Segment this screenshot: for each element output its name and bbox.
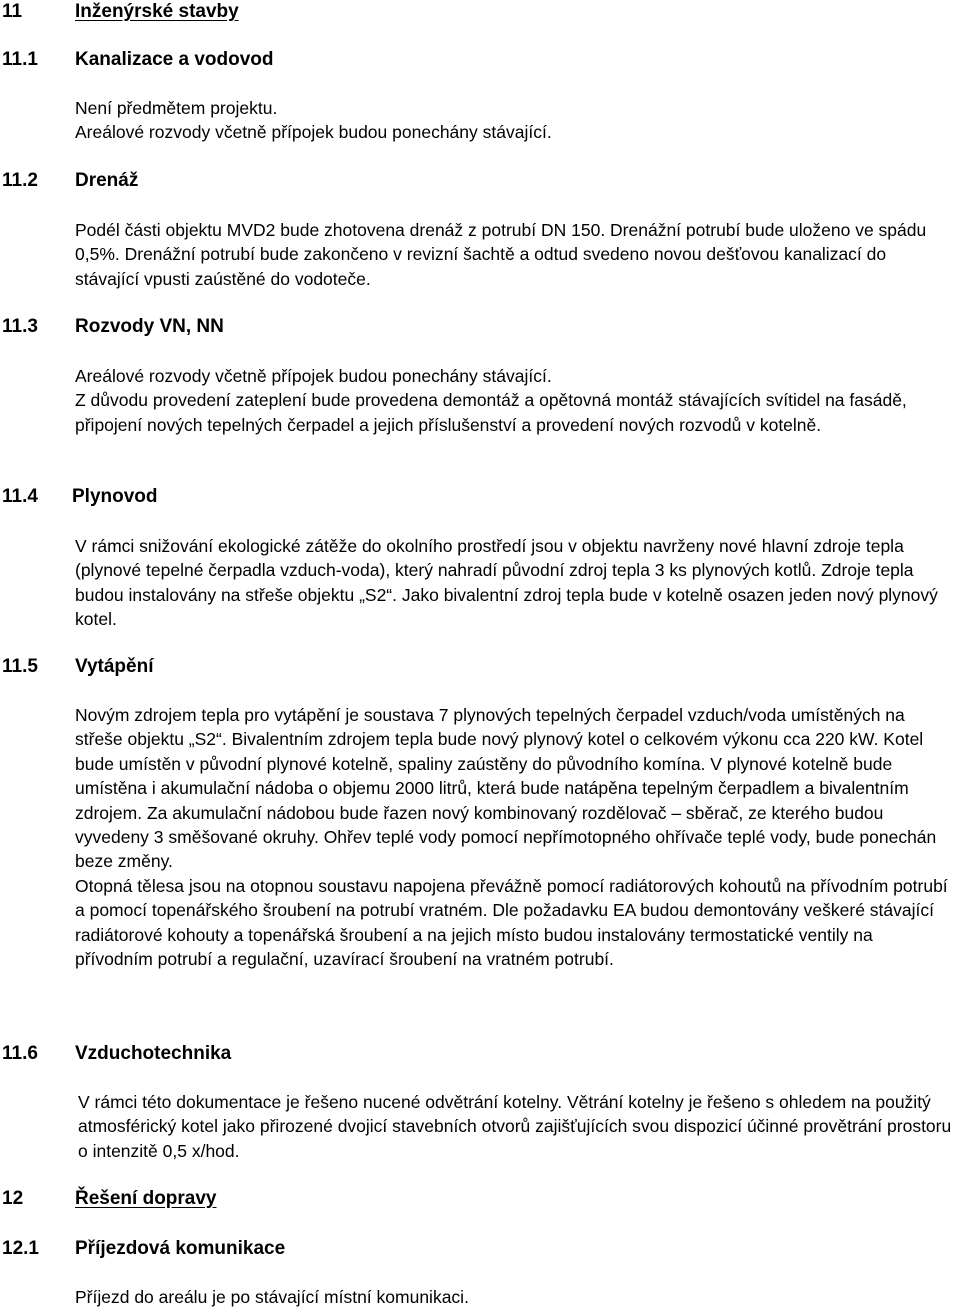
section-title: Příjezdová komunikace <box>75 1238 286 1259</box>
section-number: 11.4 <box>2 486 38 507</box>
section-number: 11 <box>2 1 23 22</box>
section-title: Rozvody VN, NN <box>75 316 224 337</box>
body-paragraph: Novým zdrojem tepla pro vytápění je soustava 7 plynových tepelných čerpadel vzduch/voda umístěných na střeše objektu „S2“. Bivalentním zdrojem tepla bude nový plynový kotel o celkovém výkonu cca 220 kW. Kotel bude umístěn v původní plynové kotelně, spaliny zaústěny do původního komína. V plynové kotelně bude umístěna i akumulační nádoba o objemu 2000 litrů, která bude natápěna tepelným čerpadlem a bivalentním zdrojem. Za akumulační nádobou bude řazen nový kombinovaný rozdělovač – sběrač, ze kterého budou vyvedeny 3 směšované okruhy. Ohřev teplé vody pomocí nepřímotopného ohřívače teplé vody, bude ponechán beze změny. <box>75 705 937 872</box>
body-line: Areálové rozvody včetně přípojek budou ponechány stávající. <box>75 122 552 143</box>
section-title: Vzduchotechnika <box>75 1043 232 1064</box>
body-line: Areálové rozvody včetně přípojek budou ponechány stávající. <box>75 366 552 386</box>
section-body-11-6 <box>78 1090 955 1163</box>
body-paragraph: Podél části objektu MVD2 bude zhotovena drenáž z potrubí DN 150. Drenážní potrubí bude uloženo ve spádu 0,5%. Drenážní potrubí bude zakončeno v revizní šachtě a odtud svedeno novou dešťovou kanalizací do stávající vpusti zaústěné do vodoteče. <box>75 220 927 289</box>
section-number: 11.3 <box>2 316 38 337</box>
section-title: Vytápění <box>75 656 154 677</box>
body-paragraph: V rámci této dokumentace je řešeno nucené odvětrání kotelny. Větrání kotelny je řešeno s ohledem na použitý atmosférický kotel jako přirozené dvojicí stavebních otvorů zajišťujících svou dispozicí účinné provětrání prostoru o intenzitě 0,5 x/hod. <box>78 1092 952 1161</box>
section-body-11-4 <box>75 534 955 632</box>
body-paragraph: Z důvodu provedení zateplení bude provedena demontáž a opětovná montáž stávajících svítidel na fasádě, připojení nových tepelných čerpadel a jejich příslušenství a provedení nových rozvodů v kotelně. <box>75 390 907 435</box>
section-body-11-2 <box>75 218 955 291</box>
section-title: Kanalizace a vodovod <box>75 49 274 70</box>
section-number: 11.5 <box>2 656 38 677</box>
section-number: 11.1 <box>2 49 38 70</box>
body-paragraph: Otopná tělesa jsou na otopnou soustavu napojena převážně pomocí radiátorových kohoutů na přívodním potrubí a pomocí topenářského šroubení na potrubí vratném. Dle požadavku EA budou demontovány veškeré stávající radiátorové kohouty a topenářská šroubení a na jejich místo budou instalovány termostatické ventily na přívodním potrubí a regulační, uzavírací šroubení na vratném potrubí. <box>75 875 948 970</box>
body-line: Není předmětem projektu. <box>75 98 278 118</box>
section-body-11-5 <box>75 703 955 971</box>
section-body-11-1 <box>75 96 955 145</box>
section-number: 11.2 <box>2 170 38 191</box>
body-line: Příjezd do areálu je po stávající místní komunikaci. <box>75 1287 469 1307</box>
section-title: Drenáž <box>75 170 139 191</box>
body-paragraph: V rámci snižování ekologické zátěže do okolního prostředí jsou v objektu navrženy nové hlavní zdroje tepla (plynové tepelné čerpadla vzduch-voda), který nahradí původní zdroj tepla 3 ks plynových kotlů. Zdroje tepla budou instalovány na střeše objektu „S2“. Jako bivalentní zdroj tepla bude v kotelně osazen jeden nový plynový kotel. <box>75 536 938 630</box>
section-body-11-3 <box>75 364 955 437</box>
section-number: 12 <box>2 1188 24 1209</box>
section-body-12-1 <box>75 1285 955 1309</box>
section-title: Plynovod <box>72 486 158 507</box>
section-number: 12.1 <box>2 1238 39 1259</box>
section-title: Řešení dopravy <box>75 1188 217 1209</box>
section-title: Inženýrské stavby <box>75 1 239 22</box>
section-number: 11.6 <box>2 1043 38 1064</box>
